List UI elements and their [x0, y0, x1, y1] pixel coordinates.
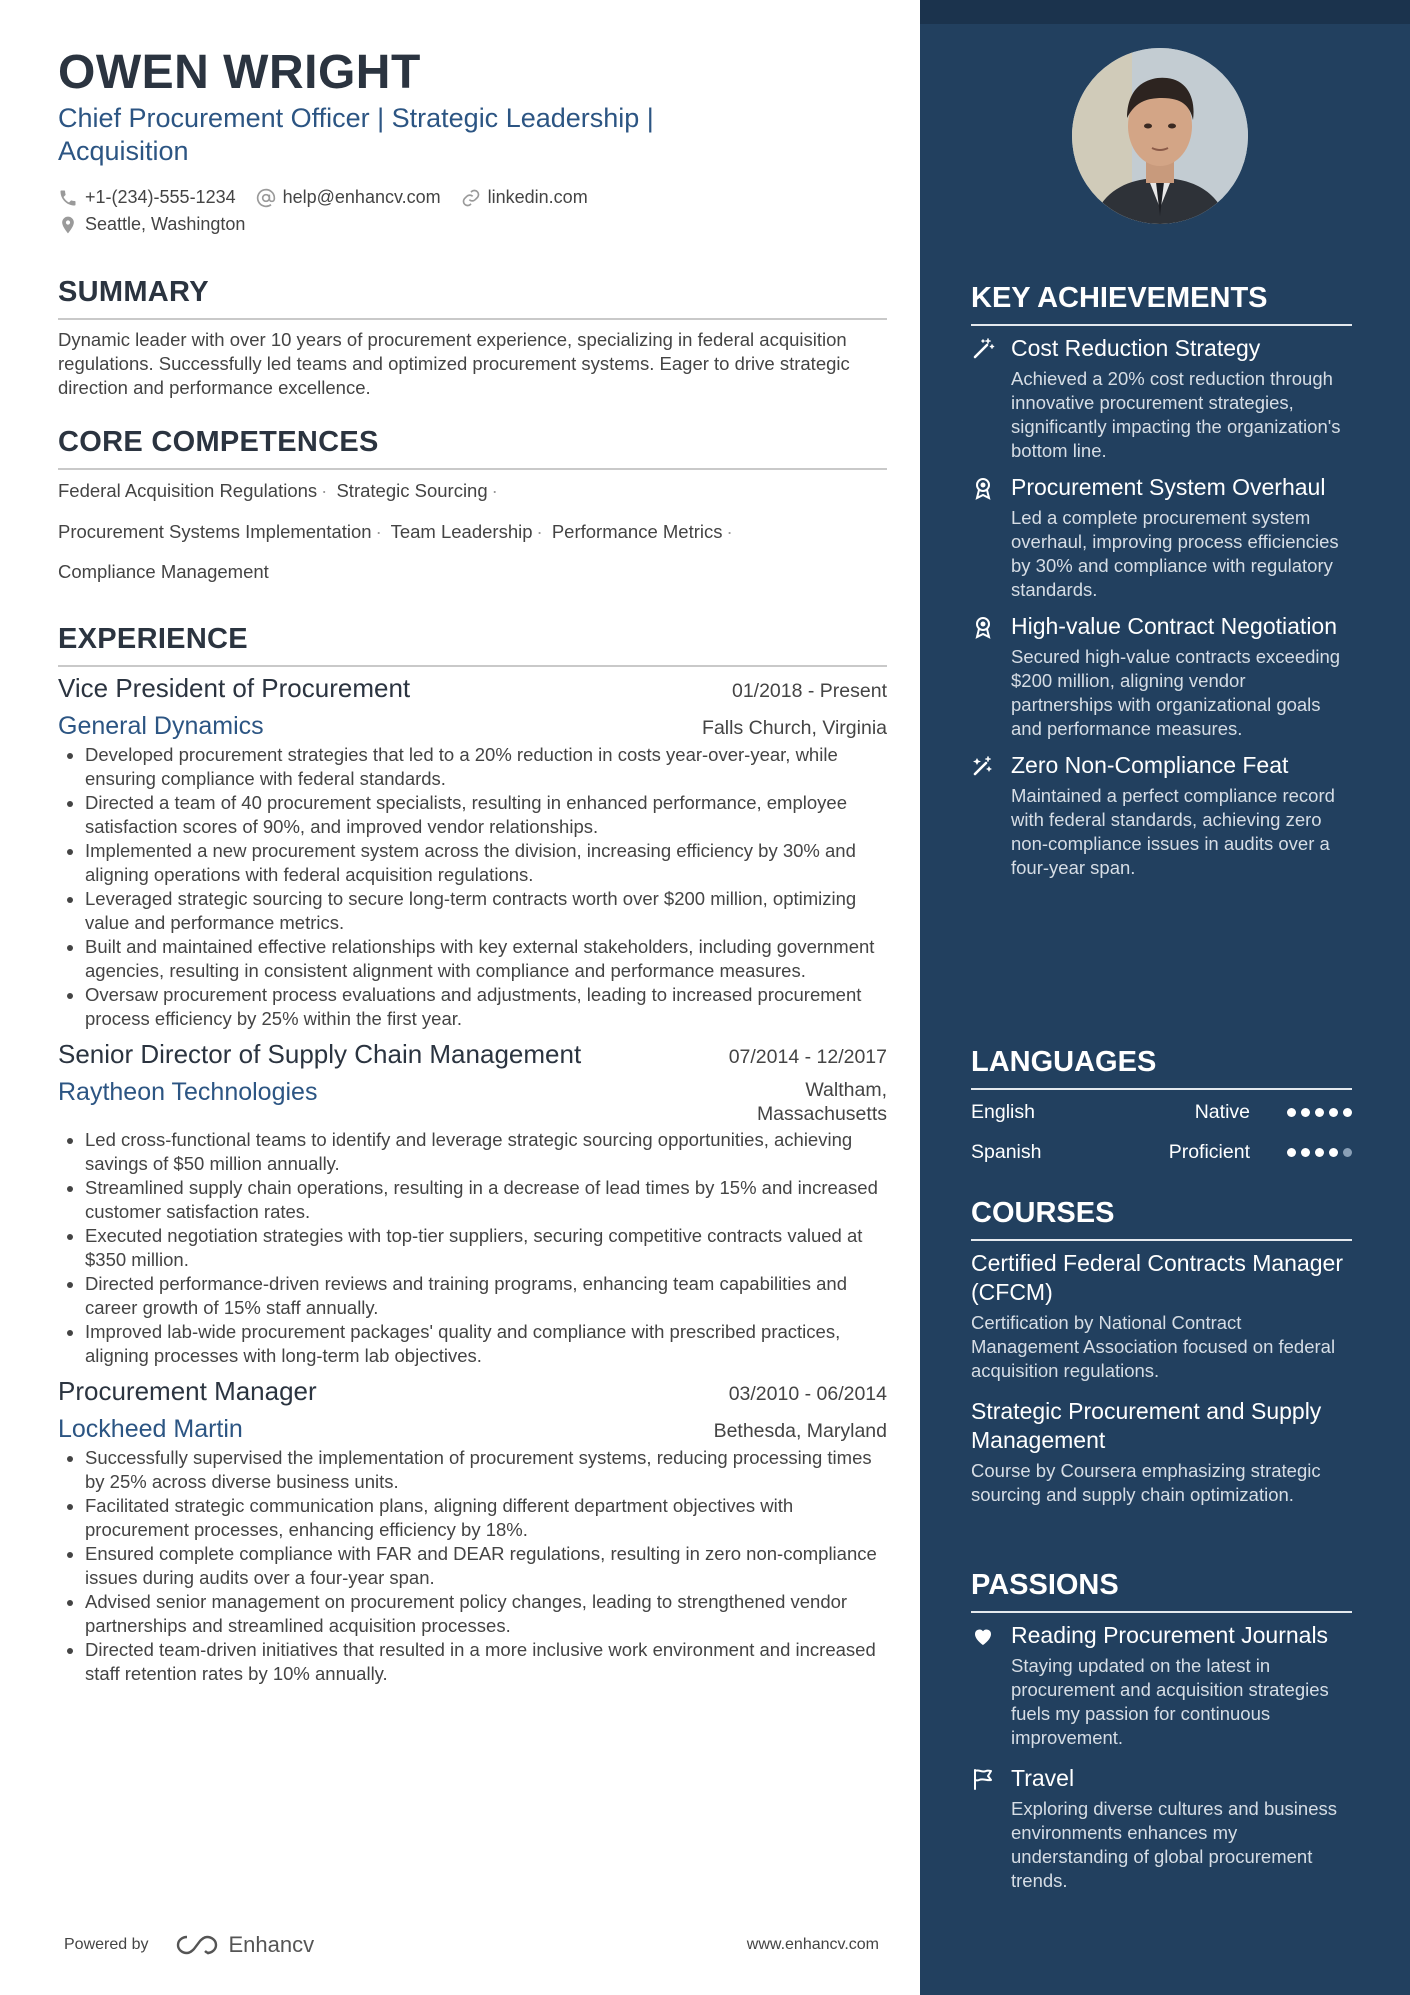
section-divider — [971, 1239, 1352, 1241]
rating-dot — [1329, 1108, 1338, 1117]
competence-item: Strategic Sourcing — [336, 480, 488, 501]
course-desc: Course by Coursera emphasizing strategic sourcing and supply chain optimization. — [971, 1460, 1321, 1505]
award-ribbon-icon — [971, 476, 995, 500]
flag-icon — [971, 1767, 995, 1791]
footer — [64, 1930, 879, 1960]
language-level: Proficient — [1168, 1140, 1250, 1163]
section-divider — [58, 318, 887, 320]
rating-dot — [1287, 1148, 1296, 1157]
competences-section — [58, 424, 887, 593]
job-bullet: • Led cross-functional teams to identify and leverage strategic sourcing opportunities, achieving savings of $50 million annually. — [85, 1128, 887, 1176]
heart-icon — [971, 1624, 995, 1648]
linkedin-text: linkedin.com — [487, 187, 588, 207]
job-location-line: Massachusetts — [756, 1102, 887, 1125]
powered-by-text: Powered by — [64, 1936, 149, 1953]
achievements-section — [971, 280, 1352, 880]
course-desc: Certification by National Contract Management Association focused on federal acquisition regulations. — [971, 1312, 1336, 1381]
phone-text: +1-(234)-555-1234 — [85, 187, 236, 207]
job-bullet: • Oversaw procurement process evaluations and adjustments, leading to increased procurement process efficiency by 25% within the first year. — [85, 983, 887, 1031]
job-title: Vice President of Procurement — [58, 672, 411, 703]
linkedin-contact[interactable] — [461, 187, 588, 208]
language-rating — [1282, 1148, 1352, 1157]
sparkle-wand-icon — [971, 754, 995, 778]
languages-section — [971, 1044, 1352, 1172]
headline-line-1: Chief Procurement Officer | Strategic Leadership | — [58, 103, 654, 133]
courses-section — [971, 1195, 1352, 1507]
competence-item: Federal Acquisition Regulations — [58, 480, 318, 501]
job-title: Procurement Manager — [58, 1375, 317, 1406]
headline-line-2: Acquisition — [58, 136, 189, 166]
passion-item — [971, 1764, 1352, 1893]
phone-contact[interactable] — [58, 187, 236, 208]
link-icon — [461, 188, 481, 208]
section-divider — [971, 324, 1352, 326]
course-item — [971, 1397, 1352, 1507]
job-bullet: • Ensured complete compliance with FAR and DEAR regulations, resulting in zero non-compliance issues during audits over a four-year span. — [85, 1542, 887, 1590]
achievement-title: Procurement System Overhaul — [1011, 474, 1326, 500]
achievement-desc: Achieved a 20% cost reduction through innovative procurement strategies, significantly impacting the organization's bottom line. — [1011, 368, 1341, 461]
achievement-item — [971, 612, 1352, 741]
job-company: General Dynamics — [58, 711, 264, 740]
headline — [58, 102, 708, 168]
passions-section — [971, 1567, 1352, 1893]
location-text: Seattle, Washington — [85, 214, 246, 234]
course-title: Certified Federal Contracts Manager (CFCM) — [971, 1250, 1343, 1305]
sidebar — [920, 0, 1410, 1995]
email-text: help@enhancv.com — [282, 187, 441, 207]
location-contact — [58, 214, 245, 235]
passion-title: Reading Procurement Journals — [1011, 1622, 1329, 1648]
job-location: Falls Church, Virginia — [702, 716, 887, 739]
job-bullet: • Streamlined supply chain operations, resulting in a decrease of lead times by 15% and increased customer satisfaction rates. — [85, 1176, 887, 1224]
job-bullet: • Built and maintained effective relationships with key external stakeholders, including government agencies, resulting in consistent alignment with compliance and performance measures. — [85, 935, 887, 983]
passion-title: Travel — [1011, 1765, 1075, 1791]
achievement-item — [971, 334, 1352, 463]
passion-desc: Staying updated on the latest in procurement and acquisition strategies fuels my passion for continuous improvement. — [1011, 1655, 1329, 1748]
course-item — [971, 1249, 1352, 1383]
job-bullet: • Leveraged strategic sourcing to secure long-term contracts worth over $200 million, optimizing value and performance metrics. — [85, 887, 887, 935]
passion-desc: Exploring diverse cultures and business environments enhances my understanding of global procurement trends. — [1011, 1798, 1337, 1891]
rating-dot — [1343, 1108, 1352, 1117]
language-rating — [1282, 1108, 1352, 1117]
main-content — [58, 46, 887, 1686]
job-bullet: • Advised senior management on procurement policy changes, leading to strengthened vendor partnerships and streamlined acquisition processes. — [85, 1590, 887, 1638]
job-date: 07/2014 - 12/2017 — [728, 1045, 887, 1068]
languages-title: LANGUAGES — [971, 1046, 1157, 1078]
rating-dot — [1329, 1148, 1338, 1157]
job-bullets — [58, 743, 887, 1031]
rating-dot — [1315, 1148, 1324, 1157]
job-entry — [58, 1376, 887, 1686]
candidate-name: OWEN WRIGHT — [58, 46, 421, 99]
section-divider — [58, 468, 887, 470]
job-location-line: Waltham, — [805, 1078, 887, 1101]
magic-wand-icon — [971, 337, 995, 361]
achievement-desc: Maintained a perfect compliance record with federal standards, achieving zero non-compliance issues in audits over a four-year span. — [1011, 785, 1335, 878]
summary-text: Dynamic leader with over 10 years of procurement experience, specializing in federal acquisition regulations. Successfully led teams and optimized procurement systems. Eager to drive strategic direction and performance excellence. — [58, 329, 850, 398]
summary-section — [58, 274, 887, 400]
rating-dot — [1287, 1108, 1296, 1117]
language-name: Spanish — [971, 1140, 1042, 1163]
courses-title: COURSES — [971, 1197, 1115, 1229]
section-divider — [971, 1611, 1352, 1613]
section-divider — [58, 665, 887, 667]
job-entry — [58, 1039, 887, 1368]
job-bullet: • Executed negotiation strategies with top-tier suppliers, securing competitive contracts valued at $350 million. — [85, 1224, 887, 1272]
email-contact[interactable] — [256, 187, 441, 208]
job-bullet: • Developed procurement strategies that led to a 20% reduction in costs year-over-year, while ensuring compliance with federal standards. — [85, 743, 887, 791]
job-company: Raytheon Technologies — [58, 1077, 318, 1106]
location-pin-icon — [58, 215, 78, 235]
sidebar-top-bar — [920, 0, 1410, 24]
job-bullet: • Facilitated strategic communication plans, aligning different department objectives with procurement processes, enhancing efficiency by 18%. — [85, 1494, 887, 1542]
passions-title: PASSIONS — [971, 1569, 1119, 1601]
language-item — [971, 1132, 1352, 1172]
achievement-title: High-value Contract Negotiation — [1011, 613, 1338, 639]
brand-logo[interactable] — [175, 1932, 315, 1958]
language-name: English — [971, 1100, 1035, 1123]
rating-dot — [1301, 1108, 1310, 1117]
achievements-title: KEY ACHIEVEMENTS — [971, 282, 1268, 314]
achievement-title: Cost Reduction Strategy — [1011, 335, 1261, 361]
rating-dot — [1301, 1148, 1310, 1157]
at-sign-icon — [256, 188, 276, 208]
rating-dot — [1315, 1108, 1324, 1117]
job-bullet: • Improved lab-wide procurement packages' quality and compliance with prescribed practices, aligning processes with long-term lab objectives. — [85, 1320, 887, 1368]
job-title: Senior Director of Supply Chain Management — [58, 1038, 582, 1069]
competence-item: Performance Metrics — [551, 520, 723, 542]
award-ribbon-icon — [971, 615, 995, 639]
job-bullets — [58, 1128, 887, 1368]
brand-name: Enhancv — [228, 1932, 315, 1957]
job-bullet: • Implemented a new procurement system across the division, increasing efficiency by 30% and aligning operations with federal acquisition regulations. — [85, 839, 887, 887]
achievement-item — [971, 473, 1352, 602]
job-location — [757, 1078, 887, 1126]
job-bullet: • Directed team-driven initiatives that resulted in a more inclusive work environment and increased staff retention rates by 10% annually. — [85, 1638, 887, 1686]
powered-by — [64, 1932, 314, 1958]
section-divider — [971, 1088, 1352, 1090]
enhancv-logo-icon — [175, 1933, 221, 1957]
job-bullet: • Directed a team of 40 procurement specialists, resulting in enhanced performance, employee satisfaction scores of 90%, and improved vendor relationships. — [85, 791, 887, 839]
job-date: 03/2010 - 06/2014 — [728, 1382, 887, 1405]
website-link[interactable]: www.enhancv.com — [746, 1936, 879, 1953]
summary-title: SUMMARY — [58, 276, 209, 308]
job-entry — [58, 673, 887, 1031]
contact-info — [58, 184, 887, 238]
language-level: Native — [1194, 1100, 1250, 1123]
profile-photo — [1072, 48, 1248, 224]
competence-item: Team Leadership — [390, 520, 533, 542]
language-item — [971, 1092, 1352, 1132]
competence-item: Compliance Management — [58, 561, 269, 582]
competences-title: CORE COMPETENCES — [58, 426, 379, 458]
portrait-image — [1072, 48, 1248, 224]
competences-list: Federal Acquisition Regulations · Strategic Sourcing · Procurement Systems Implementation · Team Leadership · Performance Metrics · Compliance Management — [58, 480, 733, 582]
job-date: 01/2018 - Present — [731, 679, 887, 702]
passion-item — [971, 1621, 1352, 1750]
achievement-title: Zero Non-Compliance Feat — [1011, 752, 1289, 778]
job-bullet: • Directed performance-driven reviews and training programs, enhancing team capabilities and career growth of 15% staff annually. — [85, 1272, 887, 1320]
job-company: Lockheed Martin — [58, 1414, 243, 1443]
experience-section — [58, 621, 887, 1686]
competence-item: Procurement Systems Implementation — [58, 520, 372, 542]
job-location: Bethesda, Maryland — [713, 1419, 887, 1442]
achievement-desc: Secured high-value contracts exceeding $200 million, aligning vendor partnerships with organizational goals and performance measures. — [1011, 646, 1341, 739]
course-title: Strategic Procurement and Supply Management — [971, 1398, 1322, 1453]
achievement-desc: Led a complete procurement system overhaul, improving process efficiencies by 30% and compliance with regulatory standards. — [1011, 507, 1339, 600]
rating-dot — [1343, 1148, 1352, 1157]
experience-title: EXPERIENCE — [58, 622, 248, 655]
job-bullet: • Successfully supervised the implementation of procurement systems, reducing processing times by 25% across diverse business units. — [85, 1446, 887, 1494]
phone-icon — [58, 188, 78, 208]
job-bullets — [58, 1446, 887, 1686]
achievement-item — [971, 751, 1352, 880]
